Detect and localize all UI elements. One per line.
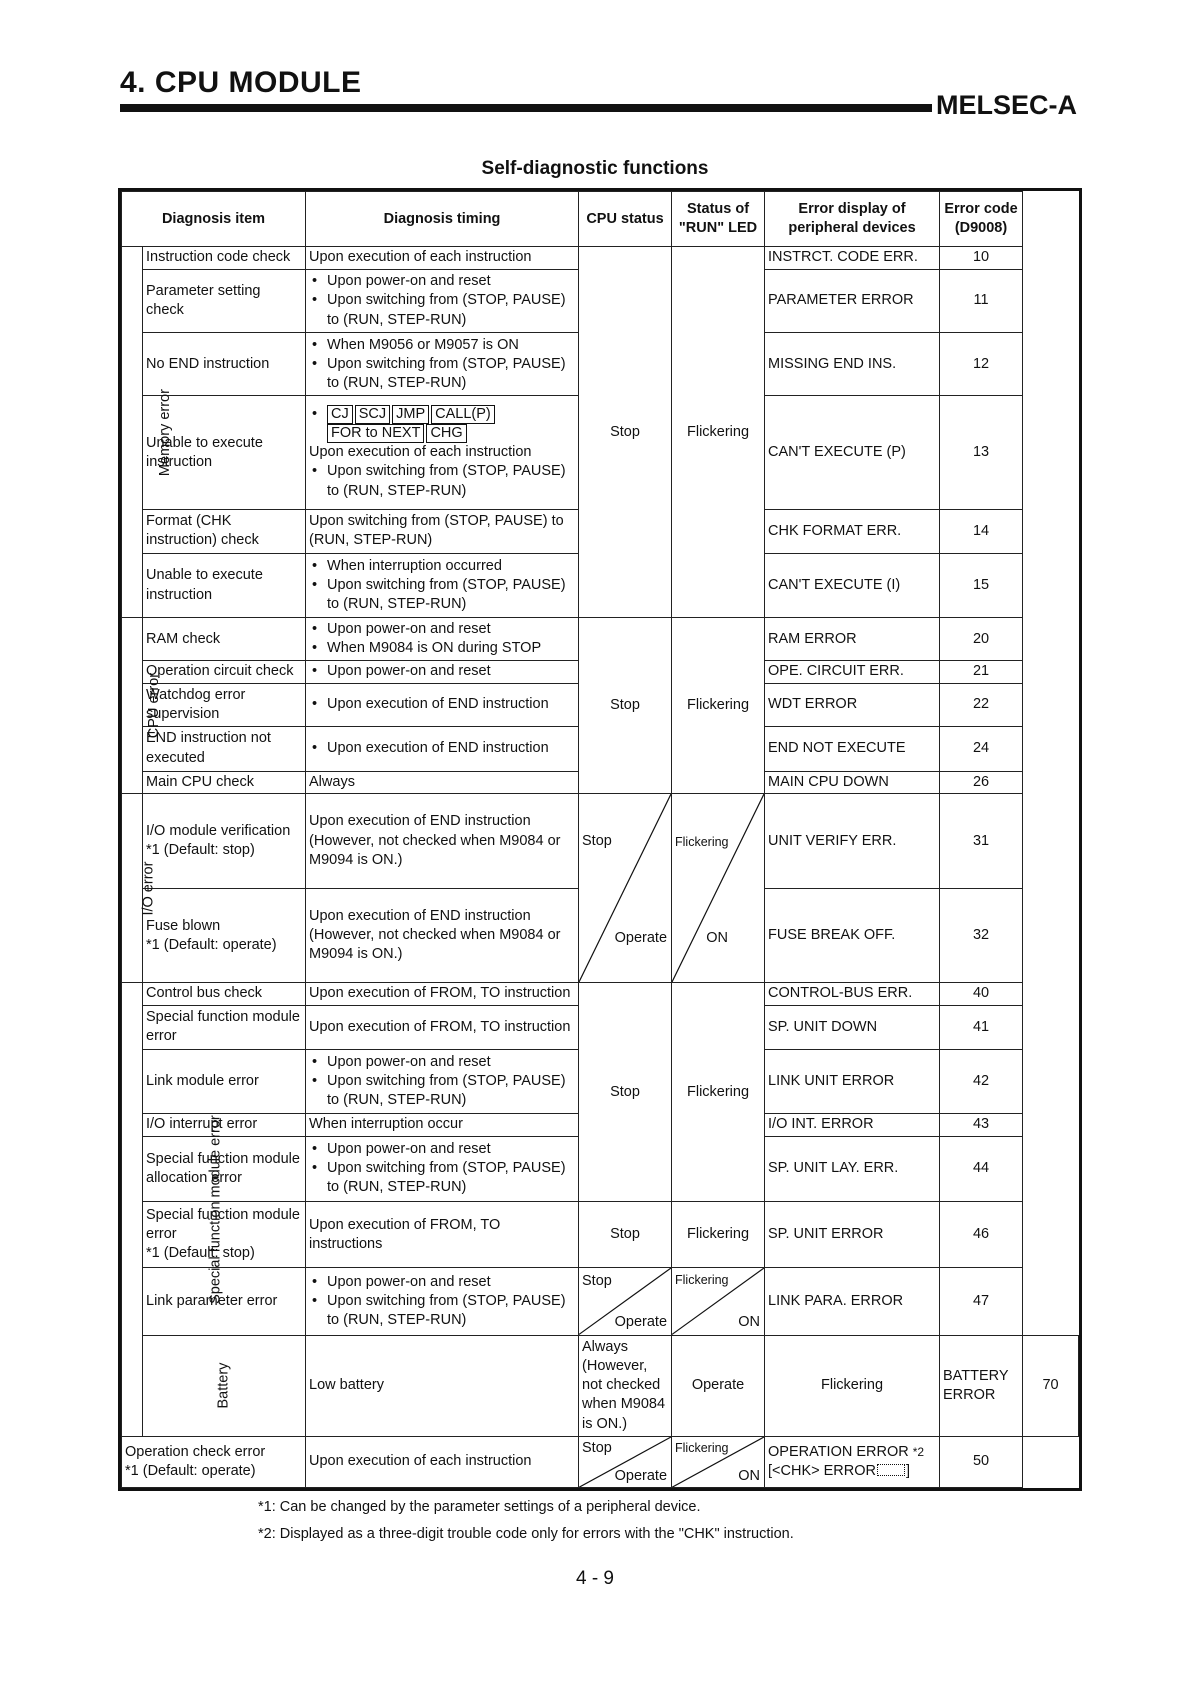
table-row	[122, 794, 1079, 889]
run-led-status: Flickering	[672, 618, 765, 794]
category-special-function-module-error: Special function module error	[122, 983, 143, 1437]
category-io-error: I/O error	[122, 794, 143, 983]
diagnosis-timing: Upon execution of FROM, TO instruction	[306, 983, 579, 1006]
split-label-flickering: Flickering	[675, 1440, 729, 1455]
split-label-stop: Stop	[582, 1273, 612, 1290]
table-row	[122, 1268, 1079, 1335]
header-row	[122, 192, 1079, 247]
diagnosis-item: Instruction code check	[143, 247, 306, 270]
table-row	[122, 1202, 1079, 1268]
diagnosis-item: Format (CHK instruction) check	[143, 509, 306, 553]
split-label-operate: Operate	[614, 1313, 668, 1330]
diagnosis-item: END instruction not executed	[143, 726, 306, 771]
diagnosis-timing: • CJ SCJ JMP CALL(P) FOR to NEXT CHG Upon execution of each instruction • Upon switching from (STOP, PAUSE) to (RUN, STEP-RUN)	[306, 396, 579, 509]
run-led-status: Flickering	[672, 247, 765, 618]
error-code: 22	[940, 683, 1023, 726]
page-number: 4 - 9	[575, 1568, 615, 1589]
error-display: LINK UNIT ERROR	[765, 1049, 940, 1113]
diagnostics-table	[118, 188, 1082, 1491]
error-display: OPE. CIRCUIT ERR.	[765, 661, 940, 684]
col-diagnosis-timing: Diagnosis timing	[306, 192, 579, 247]
diagnosis-item: Fuse blown *1 (Default: operate)	[143, 889, 306, 983]
col-diagnosis-item: Diagnosis item	[122, 192, 306, 247]
cpu-status-split	[579, 1268, 672, 1335]
error-display: FUSE BREAK OFF.	[765, 889, 940, 983]
error-code: 70	[1023, 1335, 1079, 1436]
error-display: CHK FORMAT ERR.	[765, 509, 940, 553]
diagnosis-timing: • Upon power-on and reset	[306, 661, 579, 684]
error-display: CAN'T EXECUTE (P)	[765, 396, 940, 509]
diagnosis-timing: • Upon execution of END instruction	[306, 683, 579, 726]
error-display: WDT ERROR	[765, 683, 940, 726]
header-rule	[120, 104, 932, 112]
instruction-box: CALL(P)	[431, 405, 495, 424]
diagnosis-timing: • Upon power-on and reset • Upon switching from (STOP, PAUSE) to (RUN, STEP-RUN)	[306, 1136, 579, 1201]
category-cpu-error: CPU error	[122, 618, 143, 794]
instruction-box: CHG	[426, 424, 466, 443]
diagnosis-item: No END instruction	[143, 333, 306, 396]
category-battery: Battery	[143, 1335, 306, 1436]
col-run-led-line2: "RUN" LED	[678, 220, 758, 237]
diagnosis-item: I/O interrupt error	[143, 1114, 306, 1137]
error-code: 12	[940, 333, 1023, 396]
diagnosis-timing: Always	[306, 771, 579, 794]
error-display: SP. UNIT ERROR	[765, 1202, 940, 1268]
diagnosis-timing: • Upon power-on and reset • Upon switching from (STOP, PAUSE) to (RUN, STEP-RUN)	[306, 269, 579, 332]
instruction-box: FOR to NEXT	[327, 424, 424, 443]
run-led-split	[672, 1268, 765, 1335]
diagnosis-timing: When interruption occur	[306, 1114, 579, 1137]
cpu-status: Stop	[579, 247, 672, 618]
error-display: UNIT VERIFY ERR.	[765, 794, 940, 889]
table-row	[122, 1436, 1079, 1487]
error-code: 42	[940, 1049, 1023, 1113]
instruction-box: CJ	[327, 405, 353, 424]
diagnosis-timing: Upon switching from (STOP, PAUSE) to (RUN, STEP-RUN)	[306, 509, 579, 553]
table-row	[122, 1335, 1079, 1436]
col-error-display-line1: Error display of	[798, 200, 906, 217]
col-error-code-line1: Error code	[944, 200, 1018, 217]
error-code: 11	[940, 269, 1023, 332]
diagnosis-item: Link parameter error	[143, 1268, 306, 1335]
error-code: 32	[940, 889, 1023, 983]
footnote-2: *2: Displayed as a three-digit trouble code only for errors with the "CHK" instruction.	[258, 1526, 794, 1542]
error-display: CONTROL-BUS ERR.	[765, 983, 940, 1006]
col-run-led-line1: Status of	[687, 200, 750, 217]
instruction-box: SCJ	[355, 405, 390, 424]
diagnosis-timing: • Upon power-on and reset • When M9084 is ON during STOP	[306, 618, 579, 661]
error-code: 13	[940, 396, 1023, 509]
diagnosis-item: Link module error	[143, 1049, 306, 1113]
diagnosis-item: Low battery	[306, 1335, 579, 1436]
error-display: I/O INT. ERROR	[765, 1114, 940, 1137]
instruction-box: JMP	[392, 405, 429, 424]
cpu-status: Operate	[672, 1335, 765, 1436]
cpu-status: Stop	[579, 1202, 672, 1268]
diagnosis-item: Watchdog error supervision	[143, 683, 306, 726]
diagnosis-timing: Upon execution of END instruction (However, not checked when M9084 or M9094 is ON.)	[306, 794, 579, 889]
error-code: 46	[940, 1202, 1023, 1268]
diagnosis-item: Special function module error	[143, 1005, 306, 1049]
split-label-flickering: Flickering	[675, 1273, 729, 1288]
error-code: 15	[940, 553, 1023, 617]
diagnosis-item: Operation circuit check	[143, 661, 306, 684]
error-code: 14	[940, 509, 1023, 553]
code-placeholder-box	[877, 1464, 905, 1476]
diagnosis-timing: Always (However, not checked when M9084 is ON.)	[579, 1335, 672, 1436]
diagnosis-item: I/O module verification *1 (Default: stop)	[143, 794, 306, 889]
error-code: 43	[940, 1114, 1023, 1137]
footnote-marker: *2	[912, 1444, 925, 1459]
error-display: CAN'T EXECUTE (I)	[765, 553, 940, 617]
error-display: SP. UNIT LAY. ERR.	[765, 1136, 940, 1201]
cpu-status: Stop	[579, 983, 672, 1202]
error-display: MISSING END INS.	[765, 333, 940, 396]
diagnosis-timing: • Upon power-on and reset • Upon switching from (STOP, PAUSE) to (RUN, STEP-RUN)	[306, 1268, 579, 1335]
error-code: 40	[940, 983, 1023, 1006]
split-label-on: ON	[706, 930, 729, 947]
error-display: OPERATION ERROR *2 [<CHK> ERROR ]	[765, 1436, 940, 1487]
col-error-code-line2: (D9008)	[954, 220, 1008, 237]
table-row	[122, 983, 1079, 1006]
error-code: 47	[940, 1268, 1023, 1335]
split-label-flickering: Flickering	[675, 835, 729, 850]
error-code: 41	[940, 1005, 1023, 1049]
error-code: 21	[940, 661, 1023, 684]
error-display: PARAMETER ERROR	[765, 269, 940, 332]
run-led-split	[672, 794, 765, 983]
error-display: SP. UNIT DOWN	[765, 1005, 940, 1049]
footnote-1: *1: Can be changed by the parameter settings of a peripheral device.	[258, 1499, 701, 1515]
error-code: 26	[940, 771, 1023, 794]
split-label-on: ON	[738, 1313, 761, 1330]
diagnosis-item: RAM check	[143, 618, 306, 661]
cpu-status: Stop	[579, 618, 672, 794]
diagnosis-item: Unable to execute instruction	[143, 553, 306, 617]
run-led-status: Flickering	[672, 983, 765, 1202]
table-row	[122, 247, 1079, 270]
error-code: 10	[940, 247, 1023, 270]
diagnosis-timing: Upon execution of each instruction	[306, 1436, 579, 1487]
run-led-status: Flickering	[672, 1202, 765, 1268]
error-display: BATTERY ERROR	[940, 1335, 1023, 1436]
diagnosis-item: Parameter setting check	[143, 269, 306, 332]
diagnosis-timing: Upon execution of FROM, TO instructions	[306, 1202, 579, 1268]
diagnosis-item: Special function module error *1 (Default: stop)	[143, 1202, 306, 1268]
error-code: 24	[940, 726, 1023, 771]
col-error-display	[765, 192, 940, 247]
split-label-on: ON	[738, 1467, 761, 1484]
table-row	[122, 618, 1079, 661]
category-memory-error: Memory error	[122, 247, 143, 618]
split-label-operate: Operate	[614, 1467, 668, 1484]
cpu-status-split	[579, 794, 672, 983]
split-label-stop: Stop	[582, 1439, 612, 1456]
diagnosis-timing: • When interruption occurred • Upon switching from (STOP, PAUSE) to (RUN, STEP-RUN)	[306, 553, 579, 617]
run-led-status: Flickering	[765, 1335, 940, 1436]
error-display: LINK PARA. ERROR	[765, 1268, 940, 1335]
diagnosis-item: Unable to execute instruction	[143, 396, 306, 509]
run-led-split	[672, 1436, 765, 1487]
col-run-led	[672, 192, 765, 247]
chapter-title: 4. CPU MODULE	[120, 66, 362, 99]
split-label-operate: Operate	[614, 930, 668, 947]
error-code: 20	[940, 618, 1023, 661]
diagnosis-timing: Upon execution of each instruction	[306, 247, 579, 270]
error-code: 31	[940, 794, 1023, 889]
brand-label: MELSEC-A	[936, 90, 1077, 120]
diagnosis-item: Control bus check	[143, 983, 306, 1006]
col-error-display-line2: peripheral devices	[788, 220, 916, 237]
diagnosis-item: Operation check error *1 (Default: operate)	[122, 1436, 306, 1487]
col-error-code	[940, 192, 1023, 247]
diagnosis-timing: • Upon power-on and reset • Upon switching from (STOP, PAUSE) to (RUN, STEP-RUN)	[306, 1049, 579, 1113]
error-code: 44	[940, 1136, 1023, 1201]
error-display: RAM ERROR	[765, 618, 940, 661]
diagnosis-timing: • Upon execution of END instruction	[306, 726, 579, 771]
error-display: END NOT EXECUTE	[765, 726, 940, 771]
cpu-status-split	[579, 1436, 672, 1487]
split-label-stop: Stop	[582, 833, 612, 850]
error-display: MAIN CPU DOWN	[765, 771, 940, 794]
table-title: Self-diagnostic functions	[481, 158, 709, 179]
error-code: 50	[940, 1436, 1023, 1487]
error-display: INSTRCT. CODE ERR.	[765, 247, 940, 270]
col-cpu-status: CPU status	[579, 192, 672, 247]
diagnosis-timing: Upon execution of END instruction (However, not checked when M9084 or M9094 is ON.)	[306, 889, 579, 983]
diagnosis-item: Special function module allocation error	[143, 1136, 306, 1201]
diagnosis-timing: • When M9056 or M9057 is ON • Upon switching from (STOP, PAUSE) to (RUN, STEP-RUN)	[306, 333, 579, 396]
diagnosis-timing: Upon execution of FROM, TO instruction	[306, 1005, 579, 1049]
diagnosis-item: Main CPU check	[143, 771, 306, 794]
